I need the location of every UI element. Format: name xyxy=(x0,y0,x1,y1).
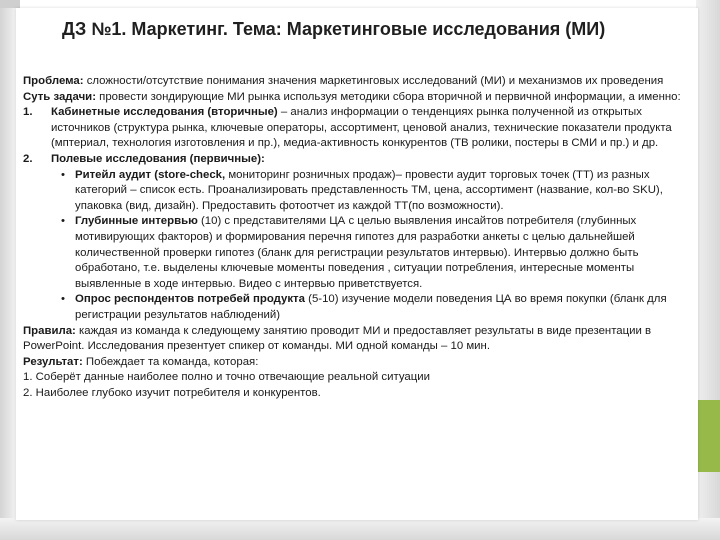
bullet-icon: • xyxy=(61,168,65,181)
bullet-item-retail-audit xyxy=(23,168,691,215)
task-paragraph xyxy=(23,90,691,106)
slide-body xyxy=(23,74,691,401)
list-item-2 xyxy=(23,152,691,168)
result-paragraph xyxy=(23,355,691,371)
result-line-1: 1. Соберёт данные наиболее полно и точно отвечающие реальной ситуации xyxy=(23,371,430,384)
list-number-1: 1. xyxy=(23,106,33,119)
slide-title: ДЗ №1. Маркетинг. Тема: Маркетинговые исследования (МИ) xyxy=(62,19,606,39)
b1-heading: Ритейл аудит (store-check, xyxy=(75,168,226,181)
task-label: Суть задачи: xyxy=(23,90,96,103)
slide xyxy=(16,8,698,520)
problem-paragraph xyxy=(23,74,691,90)
b3-heading: Опрос респондентов потребей продукта xyxy=(75,293,305,306)
list-item-1 xyxy=(23,105,691,152)
frame-bottom-edge xyxy=(0,518,720,540)
accent-bar xyxy=(696,400,720,472)
result-text: Побеждает та команда, которая: xyxy=(82,355,259,368)
bullet-icon: • xyxy=(61,215,65,228)
result-label: Результат: xyxy=(23,355,83,368)
rules-paragraph xyxy=(23,324,691,355)
problem-text: сложности/отсутствие понимания значения маркетинговых исследований (МИ) и механизмов их проведения xyxy=(83,75,664,87)
b3-text: (5-10) изучение модели поведения ЦА во время покупки (бланк для регистрации результатов наблюдений) xyxy=(75,293,667,321)
frame-left-edge xyxy=(0,0,16,540)
item2-heading: Полевые исследования (первичные): xyxy=(51,152,265,165)
rules-label: Правила: xyxy=(23,324,76,337)
frame-top-edge xyxy=(0,0,20,8)
problem-label: Проблема: xyxy=(23,75,84,87)
rules-text: каждая из команда к следующему занятию проводит МИ и предоставляет результаты в виде презентации в PowerPoint. Исследования презентует спикер от команды. МИ одной команды – 10 мин. xyxy=(23,324,652,353)
item1-text: – анализ информации о тенденциях рынка полученной из открытых источников (структура рынка, ключевые операторы, ассортимент, ценовой анализ, технические показатели продукта (мптериал, технология изготовления и пр.), медиа-активность конкурентов (ТВ ролики, постеры в СМИ и пр.) и др. xyxy=(51,106,672,150)
task-text: провести зондирующие МИ рынка используя методики сбора вторичной и первичной информации, а именно: xyxy=(95,90,681,103)
result-line-2: 2. Наиболее глубоко изучит потребителя и конкурентов. xyxy=(23,386,321,399)
b2-text: (10) с представителями ЦА с целью выявления инсайтов потребителя (глубинных мотивирующих факторов) и формирования перечня гипотез для разработки анкеты с целью дальнейшей количественной проверки гипотез (бланк для регистрации результатов интервью). Интервью должно быть обработано, т.е. выделены ключевые моменты поведения , ситуации потребления, интересные моменты выявленные в ходе интервью. Видео с интервью приветствуется. xyxy=(75,215,639,290)
list-number-2: 2. xyxy=(23,152,33,165)
b1-text: мониторинг розничных продаж)– провести аудит торговых точек (ТТ) из разных категорий – список есть. Проанализировать представленность ТМ, цена, ассортимент (название, кол-во SKU), упаковка (вид, дизайн). Предоставить фотоотчет из каждой ТТ(по возможности). xyxy=(75,168,663,212)
item1-heading: Кабинетные исследования (вторичные) xyxy=(51,106,278,119)
b2-heading: Глубинные интервью xyxy=(75,215,198,228)
bullet-icon: • xyxy=(61,293,65,306)
bullet-item-interviews xyxy=(23,214,691,292)
bullet-item-survey xyxy=(23,292,691,323)
